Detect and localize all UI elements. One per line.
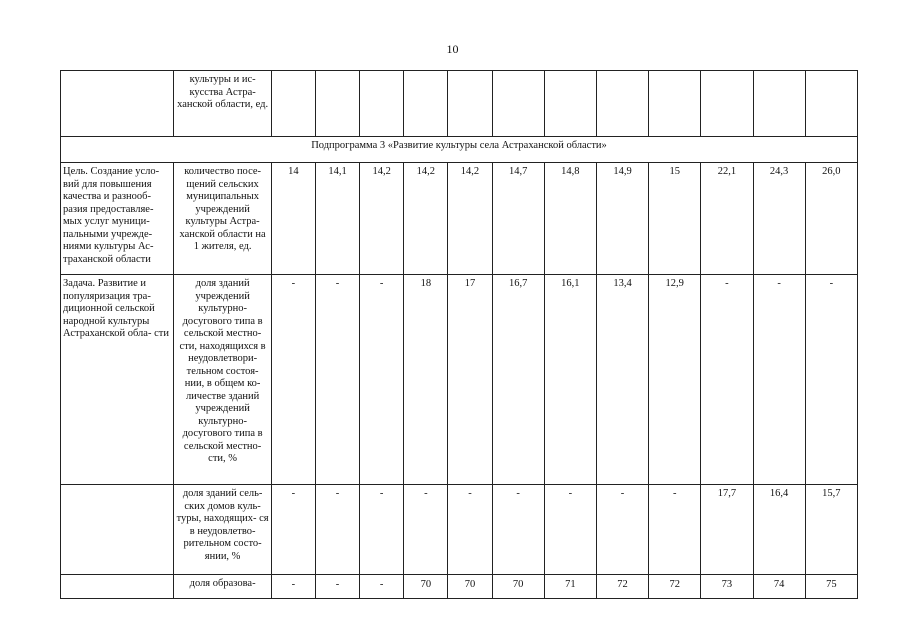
value-cell xyxy=(596,71,648,137)
value-cell: - xyxy=(544,485,596,575)
goal-cell xyxy=(61,71,174,137)
value-cell: 14 xyxy=(271,163,315,275)
value-cell: - xyxy=(448,485,492,575)
value-cell: 75 xyxy=(805,575,857,599)
goal-cell: Задача. Развитие и популяризация тра- диционной сельской народной культуры Астраханской обла- сти xyxy=(61,275,174,485)
indicator-cell: культуры и ис- кусства Астра- ханской области, ед. xyxy=(174,71,271,137)
value-cell: 17 xyxy=(448,275,492,485)
value-cell: - xyxy=(753,275,805,485)
value-cell: 18 xyxy=(404,275,448,485)
value-cell: - xyxy=(315,275,359,485)
value-cell: - xyxy=(701,275,753,485)
value-cell: 22,1 xyxy=(701,163,753,275)
goal-cell xyxy=(61,575,174,599)
table-row xyxy=(61,137,858,163)
goal-cell: Цель. Создание усло- вий для повышения качества и разнооб- разия предоставляе- мых услуг муници- пальными учрежде- ниями культуры Ас- траханской области xyxy=(61,163,174,275)
value-cell: - xyxy=(404,485,448,575)
value-cell: 14,2 xyxy=(448,163,492,275)
value-cell: - xyxy=(805,275,857,485)
value-cell: - xyxy=(649,485,701,575)
value-cell: 16,1 xyxy=(544,275,596,485)
value-cell xyxy=(753,71,805,137)
value-cell: - xyxy=(360,485,404,575)
indicators-table xyxy=(60,70,858,599)
value-cell: 24,3 xyxy=(753,163,805,275)
indicator-cell: доля зданий учреждений культурно- досугового типа в сельской местно- сти, находящихся в неудовлетвори- тельном состоя- нии, в общем ко- личестве зданий учреждений культурно- досугового типа в сельской местно- сти, % xyxy=(174,275,271,485)
value-cell xyxy=(805,71,857,137)
value-cell: 73 xyxy=(701,575,753,599)
value-cell: - xyxy=(360,275,404,485)
table-row xyxy=(61,575,858,599)
value-cell: 70 xyxy=(404,575,448,599)
value-cell: 74 xyxy=(753,575,805,599)
value-cell: - xyxy=(271,275,315,485)
value-cell: 14,8 xyxy=(544,163,596,275)
indicator-cell: доля зданий сель- ских домов куль- туры, находящих- ся в неудовлетво- рительном состо- янии, % xyxy=(174,485,271,575)
value-cell xyxy=(404,71,448,137)
value-cell xyxy=(360,71,404,137)
value-cell xyxy=(448,71,492,137)
value-cell: 70 xyxy=(448,575,492,599)
table-row xyxy=(61,71,858,137)
value-cell: - xyxy=(360,575,404,599)
value-cell: - xyxy=(271,485,315,575)
value-cell: 71 xyxy=(544,575,596,599)
value-cell: - xyxy=(315,575,359,599)
value-cell: 14,9 xyxy=(596,163,648,275)
value-cell: 13,4 xyxy=(596,275,648,485)
table-row xyxy=(61,485,858,575)
page-number: 10 xyxy=(446,42,459,56)
value-cell: 14,2 xyxy=(404,163,448,275)
value-cell: 16,4 xyxy=(753,485,805,575)
value-cell xyxy=(271,71,315,137)
value-cell: - xyxy=(315,485,359,575)
indicator-cell: количество посе- щений сельских муниципальных учреждений культуры Астра- ханской области на 1 жителя, ед. xyxy=(174,163,271,275)
value-cell xyxy=(544,71,596,137)
table-row xyxy=(61,163,858,275)
table-row xyxy=(61,275,858,485)
value-cell: - xyxy=(492,485,544,575)
value-cell: 72 xyxy=(649,575,701,599)
value-cell: - xyxy=(271,575,315,599)
goal-cell xyxy=(61,485,174,575)
value-cell: 15,7 xyxy=(805,485,857,575)
value-cell xyxy=(492,71,544,137)
subprogram-heading: Подпрограмма 3 «Развитие культуры села Астраханской области» xyxy=(61,137,858,163)
value-cell: 12,9 xyxy=(649,275,701,485)
value-cell: 17,7 xyxy=(701,485,753,575)
value-cell xyxy=(649,71,701,137)
value-cell: 16,7 xyxy=(492,275,544,485)
value-cell: 72 xyxy=(596,575,648,599)
value-cell xyxy=(701,71,753,137)
value-cell: 14,7 xyxy=(492,163,544,275)
value-cell: - xyxy=(596,485,648,575)
value-cell: 15 xyxy=(649,163,701,275)
value-cell: 70 xyxy=(492,575,544,599)
value-cell xyxy=(315,71,359,137)
value-cell: 14,2 xyxy=(360,163,404,275)
value-cell: 26,0 xyxy=(805,163,857,275)
indicator-cell: доля образова- xyxy=(174,575,271,599)
value-cell: 14,1 xyxy=(315,163,359,275)
